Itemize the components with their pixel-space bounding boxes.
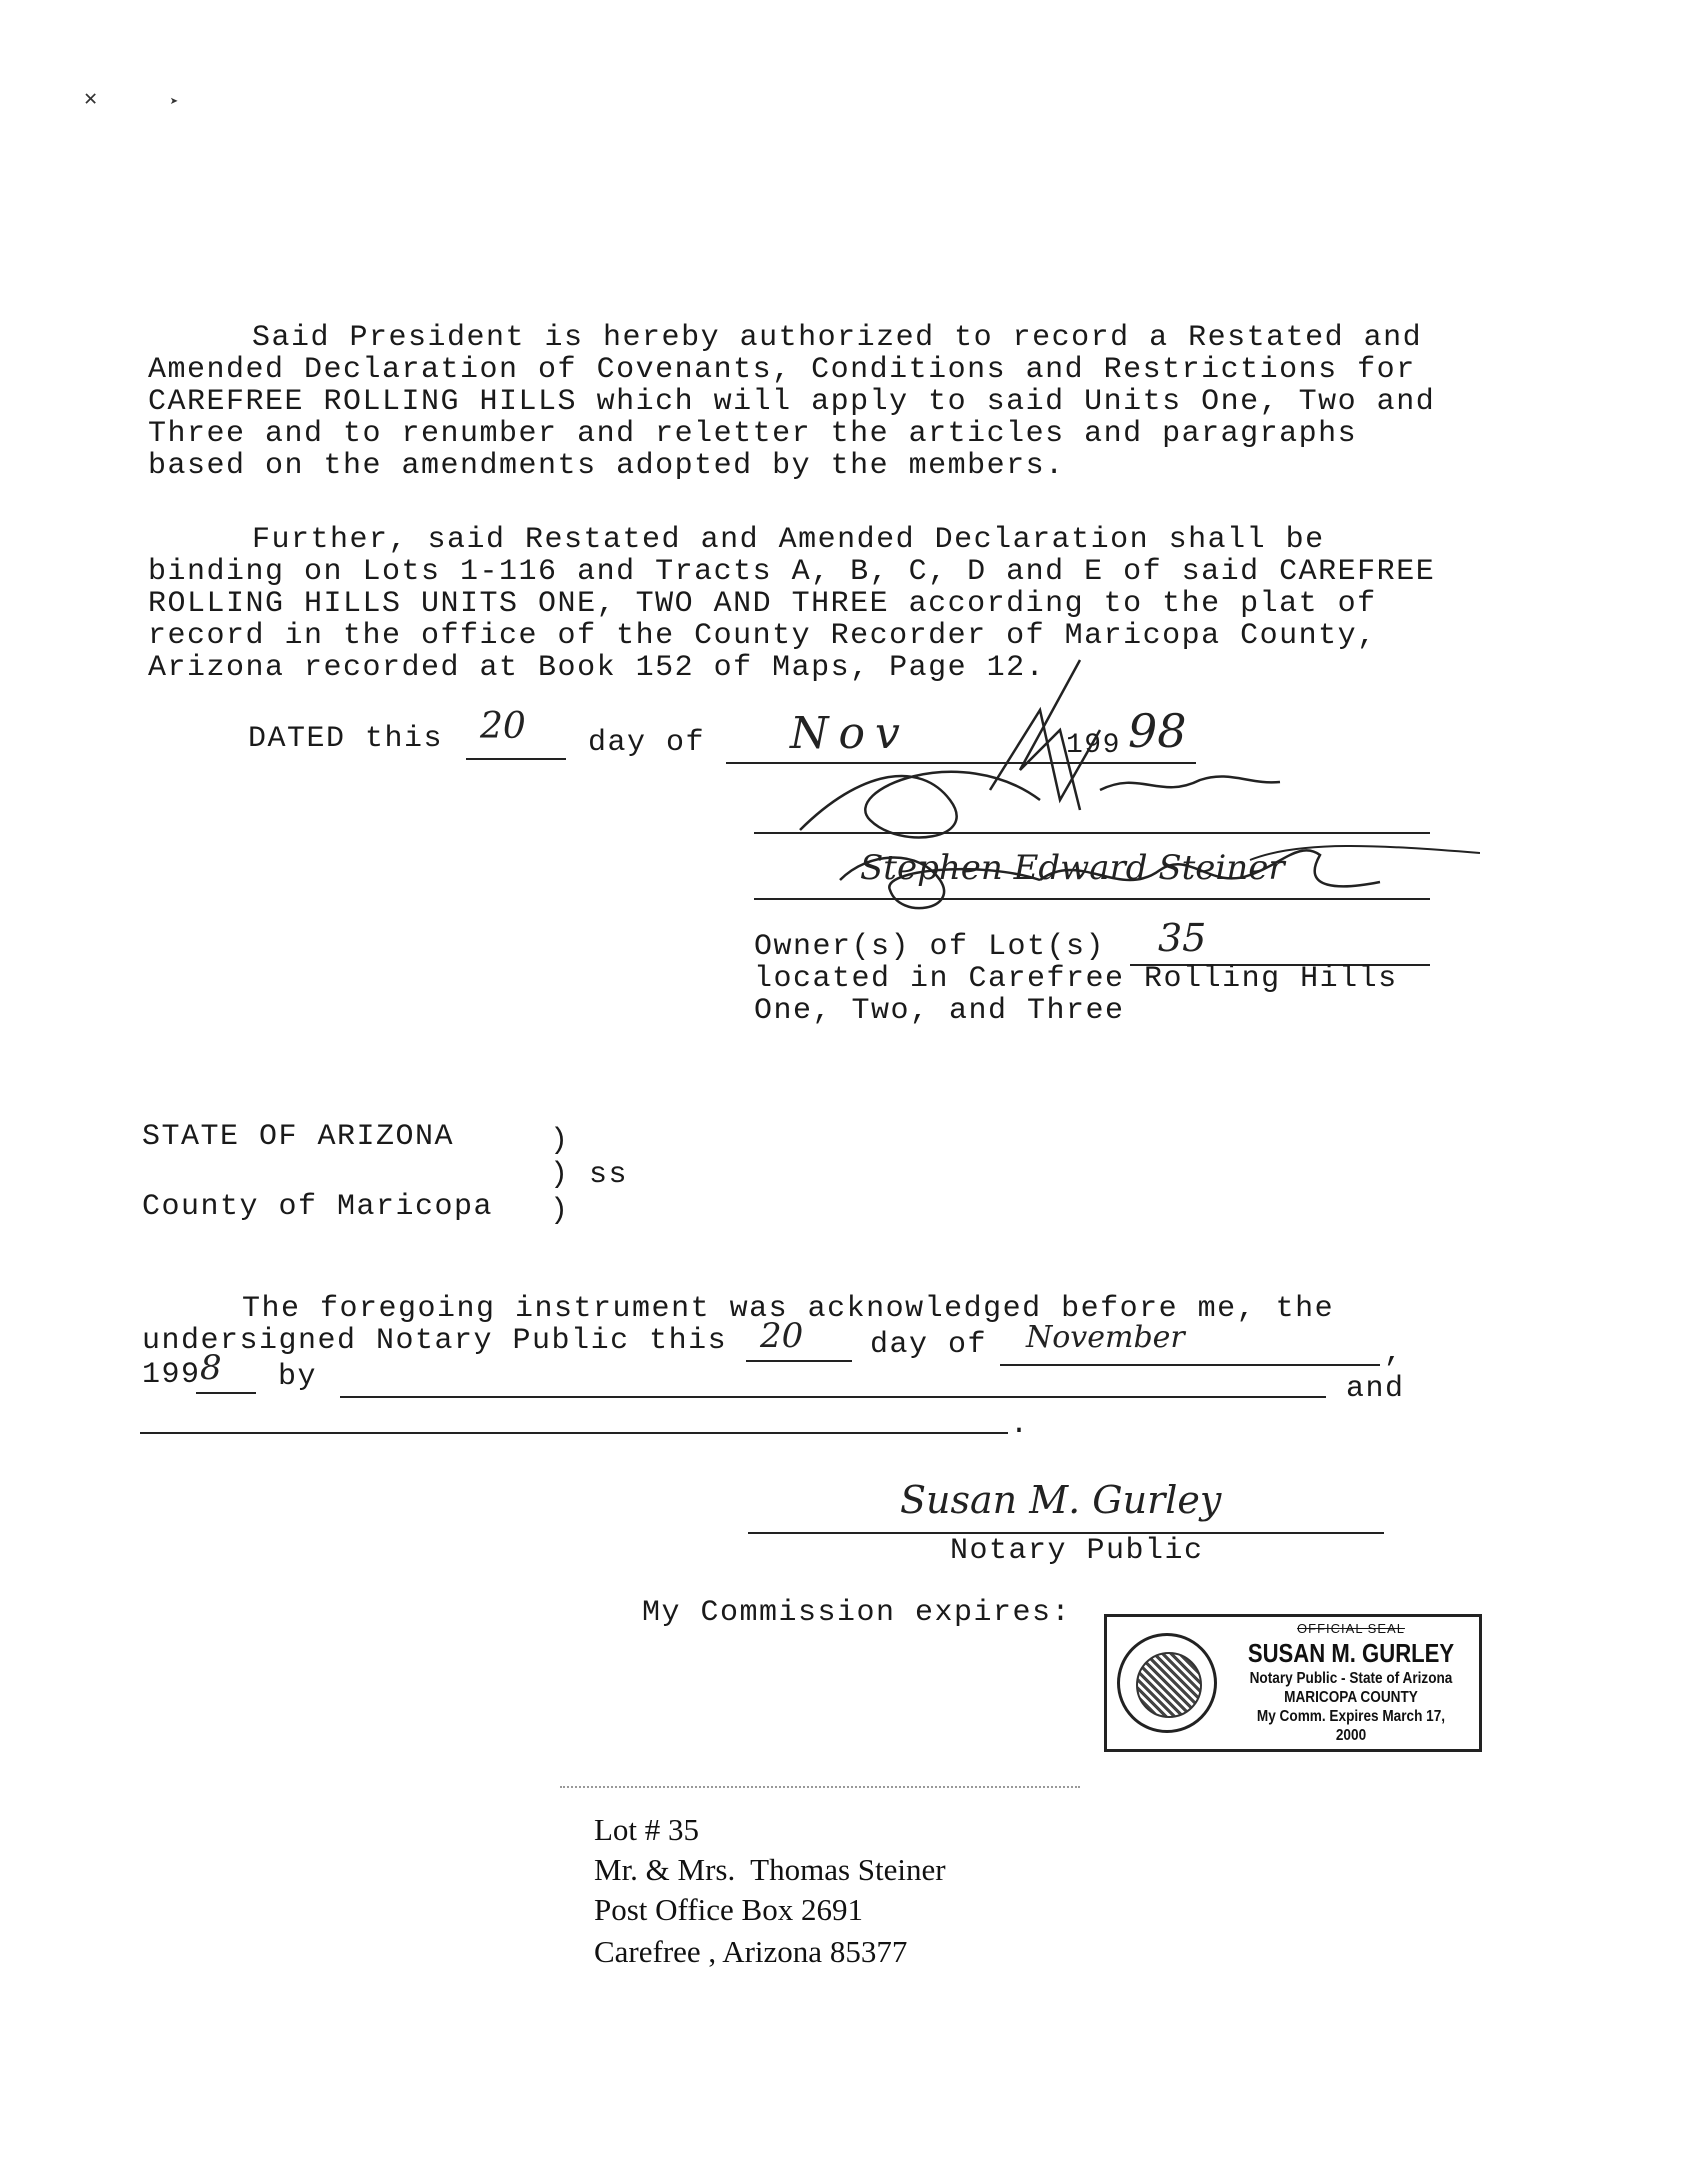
acknowledgment-day-line [746,1360,852,1362]
acknowledgment-by-label: by [278,1360,318,1394]
dated-year-printed: 199 [1066,730,1121,761]
seal-header: OFFICIAL SEAL [1297,1621,1405,1636]
venue-county: County of Maricopa [142,1190,494,1224]
owner-lot-number: 35 [1158,916,1207,960]
owner-lot-label: Owner(s) of Lot(s) [754,930,1106,964]
acknowledgment-year-hand: 8 [200,1348,222,1388]
acknowledgment-day-of-label: day of [870,1328,988,1362]
owner-location-line-2: located in Carefree Rolling Hills [754,962,1398,996]
venue-ss: ) ss [550,1158,629,1192]
seal-line-2: MARICOPA COUNTY [1284,1689,1418,1706]
acknowledgment-line-1: The foregoing instrument was acknowledged before me, the [242,1292,1335,1326]
dated-label: DATED this [248,722,444,756]
state-seal-emblem-icon [1117,1633,1217,1733]
dated-month: Nov [790,708,910,759]
seal-text-block [1227,1621,1475,1745]
owner-signature-line-1 [754,832,1430,834]
dated-day-of-label: day of [588,726,706,760]
seal-line-1: Notary Public - State of Arizona [1249,1670,1453,1687]
scan-mark: ➤ [170,95,179,111]
seal-notary-name: SUSAN M. GURLEY [1247,1638,1455,1668]
owner-location-line-3: One, Two, and Three [754,994,1125,1028]
acknowledgment-line-2: undersigned Notary Public this [142,1324,728,1358]
dated-day: 20 [480,706,526,747]
scan-dotted-line [560,1786,1080,1788]
acknowledgment-year-line [196,1392,256,1394]
owner-signature-line-2 [754,898,1430,900]
notary-signature: Susan M. Gurley [900,1478,1222,1522]
dated-day-line [466,758,566,760]
address-lot: Lot # 35 [594,1812,700,1847]
acknowledgment-period: . [1010,1408,1030,1442]
venue-paren-bottom: ) [550,1194,570,1228]
acknowledgment-day: 20 [760,1316,804,1356]
dated-year-hand: 98 [1128,704,1187,758]
venue-paren-top: ) [550,1124,570,1158]
acknowledgment-and-label: and [1346,1372,1405,1406]
notary-public-label: Notary Public [950,1534,1204,1568]
acknowledgment-signer-line-2 [140,1432,1008,1434]
seal-line-3: My Comm. Expires March 17, 2000 [1256,1708,1446,1744]
acknowledgment-comma: , [1384,1336,1404,1370]
address-name: Mr. & Mrs. Thomas Steiner [594,1852,946,1887]
address-street: Post Office Box 2691 [594,1892,863,1927]
scan-mark: ✕ [84,87,98,112]
acknowledgment-month: November [1026,1320,1185,1355]
acknowledgment-year-printed: 199 [142,1358,201,1392]
commission-expires-label: My Commission expires: [642,1596,1072,1630]
address-city: Carefree , Arizona 85377 [594,1934,908,1969]
owner-signature-2: Stephen Edward Steiner [860,848,1285,888]
acknowledgment-signer-line-1 [340,1396,1326,1398]
acknowledgment-month-line [1000,1364,1380,1366]
state-seal-emblem-center [1136,1652,1202,1718]
venue-state: STATE OF ARIZONA [142,1120,455,1154]
resolution-paragraph-1: Said President is hereby authorized to record a Restated and Amended Declaration of Covenants, Conditions and Restrictions for CAREFREE ROLLING HILLS which will apply to said Units One, Two and Three and to renumber and reletter the articles and paragraphs based on the amendments adopted by the members. [148,321,1436,483]
resolution-paragraph-2: Further, said Restated and Amended Declaration shall be binding on Lots 1-116 and Tracts A, B, C, D and E of said CAREFREE ROLLING HILLS UNITS ONE, TWO AND THREE according to the plat of record in the office of the County Recorder of Maricopa County, Arizona recorded at Book 152 of Maps, Page 12. [148,523,1436,685]
notary-seal-stamp [1104,1614,1482,1752]
